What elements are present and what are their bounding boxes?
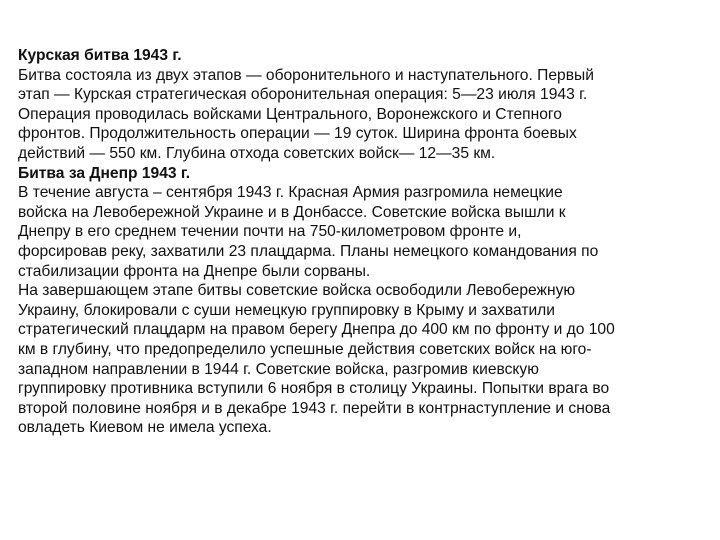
paragraph-line: действий — 550 км. Глубина отхода советских войск— 12—35 км. (18, 144, 496, 162)
heading-dnieper-battle: Битва за Днепр 1943 г. (18, 164, 191, 182)
document-text (18, 46, 708, 438)
paragraph-line: этап — Курская стратегическая оборонительная операция: 5—23 июля 1943 г. (18, 86, 588, 104)
paragraph-line: овладеть Киевом не имела успеха. (18, 419, 272, 437)
paragraph-line: В течение августа – сентября 1943 г. Красная Армия разгромила немецкие (18, 184, 563, 202)
paragraph-line: стабилизации фронта на Днепре были сорваны. (18, 262, 371, 280)
paragraph-line: западном направлении в 1944 г. Советские войска, разгромив киевскую (18, 360, 539, 378)
paragraph-line: На завершающем этапе битвы советские войска освободили Левобережную (18, 282, 576, 300)
paragraph-line: стратегический плацдарм на правом берегу Днепра до 400 км по фронту и до 100 (18, 321, 615, 339)
paragraph-line: Украину, блокировали с суши немецкую группировку в Крыму и захватили (18, 301, 555, 319)
paragraph-line: войска на Левобережной Украине и в Донбассе. Советские войска вышли к (18, 203, 566, 221)
paragraph-line: км в глубину, что предопределило успешные действия советских войск на юго- (18, 340, 592, 358)
heading-kursk-battle: Курская битва 1943 г. (18, 47, 182, 64)
paragraph-line: Операция проводилась войсками Центрального, Воронежского и Степного (18, 105, 562, 123)
paragraph-line: второй половине ноября и в декабре 1943 г. перейти в контрнаступление и снова (18, 399, 611, 417)
paragraph-line: форсировав реку, захватили 23 плацдарма. Планы немецкого командования по (18, 242, 599, 260)
paragraph-line: Битва состояла из двух этапов — оборонительного и наступательного. Первый (18, 66, 594, 84)
paragraph-line: группировку противника вступили 6 ноября в столицу Украины. Попытки врага во (18, 380, 610, 398)
paragraph-line: фронтов. Продолжительность операции — 19 суток. Ширина фронта боевых (18, 125, 577, 143)
paragraph-line: Днепру в его среднем течении почти на 750-километровом фронте и, (18, 223, 522, 241)
